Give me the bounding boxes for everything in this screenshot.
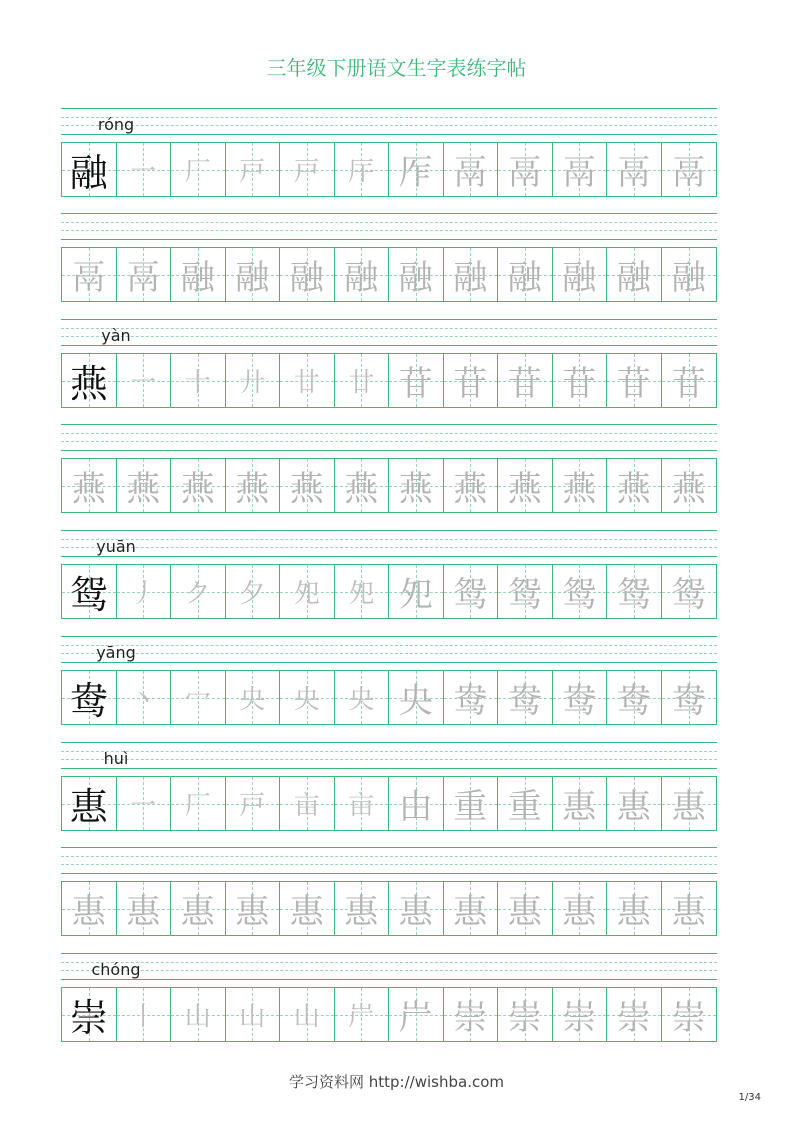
character-glyph: 重: [453, 787, 488, 827]
pinyin-guide-line: [61, 556, 717, 557]
trace-character: [62, 459, 117, 512]
character-glyph: 厏: [398, 153, 433, 193]
character-grid: [61, 776, 717, 831]
trace-character: [389, 988, 444, 1041]
trace-character: [553, 565, 608, 618]
trace-character: [444, 565, 499, 618]
trace-character: [498, 565, 553, 618]
character-glyph: 屵: [398, 998, 433, 1038]
trace-character: [335, 248, 390, 301]
pinyin-guide-line: [61, 979, 717, 980]
model-character: [62, 565, 117, 618]
character-glyph: 鬲: [671, 153, 706, 193]
character-glyph: 冖: [184, 685, 211, 715]
trace-character: [498, 777, 553, 830]
character-glyph: 央: [293, 685, 320, 715]
character-glyph: 惠: [126, 892, 161, 932]
character-grid: [61, 564, 717, 619]
trace-character: [389, 565, 444, 618]
trace-character: [444, 671, 499, 724]
character-glyph: 融: [289, 258, 324, 298]
model-character: [62, 143, 117, 196]
character-glyph: 廿: [293, 368, 320, 398]
model-character: [62, 354, 117, 407]
trace-character: [171, 459, 226, 512]
practice-row: [61, 424, 717, 529]
trace-character: [607, 143, 662, 196]
trace-character: [171, 143, 226, 196]
practice-row: [61, 953, 717, 1058]
character-grid: [61, 670, 717, 725]
trace-character: [389, 882, 444, 935]
trace-character: [389, 354, 444, 407]
trace-character: [607, 882, 662, 935]
character-glyph: 惠: [616, 787, 651, 827]
character-glyph: 鸳: [671, 575, 706, 615]
trace-character: [280, 777, 335, 830]
trace-character: [62, 248, 117, 301]
trace-character: [280, 565, 335, 618]
trace-character: [498, 882, 553, 935]
character-glyph: 崇: [507, 998, 542, 1038]
pinyin-guide-line: [61, 239, 717, 240]
trace-character: [444, 143, 499, 196]
character-glyph: 一: [130, 157, 157, 187]
footer-site: 学习资料网 http://wishba.com: [289, 1073, 504, 1091]
character-glyph: 崇: [453, 998, 488, 1038]
trace-character: [389, 777, 444, 830]
character-glyph: 惠: [398, 892, 433, 932]
character-glyph: 惠: [289, 892, 324, 932]
character-glyph: 燕: [126, 469, 161, 509]
character-glyph: 燕: [671, 469, 706, 509]
character-glyph: 惠: [453, 892, 488, 932]
character-glyph: 廾: [239, 368, 266, 398]
trace-character: [553, 777, 608, 830]
trace-character: [444, 882, 499, 935]
character-glyph: 戸: [293, 157, 320, 187]
pinyin-guide-line: [61, 230, 717, 231]
practice-row: [61, 108, 717, 213]
character-glyph: 鸳: [562, 575, 597, 615]
model-character: [62, 671, 117, 724]
character-glyph: 廿: [348, 368, 375, 398]
trace-character: [335, 671, 390, 724]
trace-character: [280, 248, 335, 301]
pinyin-guide-line: [61, 424, 717, 425]
trace-character: [607, 459, 662, 512]
character-glyph: 厂: [184, 157, 211, 187]
trace-character: [117, 143, 172, 196]
character-glyph: 央: [239, 685, 266, 715]
character-glyph: 丶: [130, 685, 157, 715]
character-glyph: 融: [453, 258, 488, 298]
trace-character: [607, 565, 662, 618]
trace-character: [607, 248, 662, 301]
trace-character: [117, 459, 172, 512]
character-glyph: 融: [671, 258, 706, 298]
trace-character: [335, 777, 390, 830]
trace-character: [444, 248, 499, 301]
trace-character: [389, 459, 444, 512]
character-glyph: 山: [293, 1002, 320, 1032]
trace-character: [117, 248, 172, 301]
pinyin-guide-line: [61, 530, 717, 531]
trace-character: [553, 143, 608, 196]
pinyin-label: chóng: [91, 960, 141, 979]
character-glyph: 燕: [69, 362, 108, 406]
character-glyph: 燕: [562, 469, 597, 509]
pinyin-label: huì: [103, 749, 129, 768]
trace-character: [553, 459, 608, 512]
pinyin-guide-line: [61, 319, 717, 320]
trace-character: [117, 671, 172, 724]
character-glyph: 由: [398, 787, 433, 827]
character-glyph: 丿: [130, 579, 157, 609]
character-glyph: 鸯: [453, 681, 488, 721]
pinyin-guide-line: [61, 345, 717, 346]
trace-character: [498, 143, 553, 196]
character-glyph: 燕: [180, 469, 215, 509]
pinyin-guide-line: [61, 433, 717, 434]
character-glyph: 鬲: [616, 153, 651, 193]
pinyin-guide-line: [61, 847, 717, 848]
character-glyph: 惠: [671, 787, 706, 827]
character-grid: [61, 458, 717, 513]
trace-character: [226, 354, 281, 407]
character-glyph: ク: [184, 579, 211, 609]
character-glyph: 鸳: [507, 575, 542, 615]
trace-character: [171, 671, 226, 724]
character-glyph: 燕: [71, 469, 106, 509]
character-grid: [61, 987, 717, 1042]
trace-character: [117, 565, 172, 618]
character-glyph: 鸯: [507, 681, 542, 721]
character-glyph: 一: [130, 368, 157, 398]
character-glyph: 夗: [293, 579, 320, 609]
character-glyph: 鸯: [69, 679, 108, 723]
pinyin-guide-line: [61, 953, 717, 954]
character-glyph: 融: [507, 258, 542, 298]
character-glyph: 苷: [507, 364, 542, 404]
character-glyph: 崇: [69, 996, 108, 1040]
trace-character: [389, 248, 444, 301]
character-glyph: 鸳: [616, 575, 651, 615]
pinyin-guide-line: [61, 768, 717, 769]
trace-character: [226, 248, 281, 301]
character-glyph: 惠: [344, 892, 379, 932]
character-glyph: 鬲: [562, 153, 597, 193]
trace-character: [607, 671, 662, 724]
practice-row: [61, 742, 717, 847]
trace-character: [117, 777, 172, 830]
trace-character: [280, 671, 335, 724]
pinyin-guide-line: [61, 222, 717, 223]
pinyin-guide-line: [61, 873, 717, 874]
character-glyph: 燕: [453, 469, 488, 509]
character-glyph: 惠: [71, 892, 106, 932]
trace-character: [171, 248, 226, 301]
trace-character: [389, 671, 444, 724]
character-glyph: 融: [69, 151, 108, 195]
pinyin-guide-line: [61, 856, 717, 857]
page-number: 1/34: [738, 1092, 761, 1103]
trace-character: [553, 354, 608, 407]
trace-character: [662, 459, 717, 512]
trace-character: [335, 988, 390, 1041]
trace-character: [280, 988, 335, 1041]
character-glyph: 惠: [562, 892, 597, 932]
model-character: [62, 988, 117, 1041]
trace-character: [662, 882, 717, 935]
trace-character: [444, 459, 499, 512]
character-glyph: 惠: [235, 892, 270, 932]
trace-character: [662, 248, 717, 301]
trace-character: [662, 143, 717, 196]
trace-character: [226, 882, 281, 935]
pinyin-label: yāng: [96, 643, 136, 662]
pinyin-guide-line: [61, 134, 717, 135]
trace-character: [62, 882, 117, 935]
character-glyph: 融: [235, 258, 270, 298]
character-glyph: 惠: [562, 787, 597, 827]
trace-character: [171, 777, 226, 830]
character-glyph: 鬲: [126, 258, 161, 298]
trace-character: [280, 882, 335, 935]
practice-row: [61, 847, 717, 952]
character-glyph: 燕: [344, 469, 379, 509]
trace-character: [280, 143, 335, 196]
trace-character: [117, 354, 172, 407]
character-glyph: 戸: [239, 791, 266, 821]
character-glyph: 惠: [616, 892, 651, 932]
trace-character: [553, 882, 608, 935]
character-glyph: 苷: [616, 364, 651, 404]
character-glyph: 崇: [562, 998, 597, 1038]
character-grid: [61, 247, 717, 302]
character-glyph: 亩: [348, 791, 375, 821]
trace-character: [171, 565, 226, 618]
practice-row: [61, 213, 717, 318]
character-glyph: 一: [130, 791, 157, 821]
pinyin-label: yuān: [96, 537, 136, 556]
trace-character: [226, 671, 281, 724]
character-glyph: 鬲: [453, 153, 488, 193]
character-glyph: 厈: [348, 157, 375, 187]
character-grid: [61, 881, 717, 936]
trace-character: [226, 143, 281, 196]
character-glyph: 央: [398, 681, 433, 721]
trace-character: [498, 354, 553, 407]
character-glyph: 融: [398, 258, 433, 298]
pinyin-label: róng: [97, 115, 135, 134]
character-glyph: 融: [616, 258, 651, 298]
character-glyph: 惠: [69, 785, 108, 829]
trace-character: [444, 988, 499, 1041]
trace-character: [662, 988, 717, 1041]
trace-character: [280, 459, 335, 512]
model-character: [62, 777, 117, 830]
pinyin-guide-line: [61, 864, 717, 865]
character-glyph: 鬲: [507, 153, 542, 193]
character-glyph: 央: [348, 685, 375, 715]
pinyin-guide-line: [61, 636, 717, 637]
character-glyph: 崇: [671, 998, 706, 1038]
trace-character: [444, 777, 499, 830]
pinyin-guide-line: [61, 213, 717, 214]
trace-character: [498, 248, 553, 301]
trace-character: [389, 143, 444, 196]
trace-character: [662, 565, 717, 618]
trace-character: [444, 354, 499, 407]
character-glyph: 重: [507, 787, 542, 827]
character-glyph: 燕: [398, 469, 433, 509]
pinyin-guide-line: [61, 108, 717, 109]
character-grid: [61, 353, 717, 408]
character-glyph: 夕: [239, 579, 266, 609]
trace-character: [226, 777, 281, 830]
trace-character: [226, 459, 281, 512]
character-glyph: 鬲: [71, 258, 106, 298]
character-glyph: 丨: [130, 1002, 157, 1032]
character-glyph: 厂: [184, 791, 211, 821]
pinyin-label: yàn: [101, 326, 131, 345]
trace-character: [553, 671, 608, 724]
trace-character: [498, 988, 553, 1041]
character-glyph: 惠: [507, 892, 542, 932]
character-glyph: 崇: [616, 998, 651, 1038]
character-glyph: 鸳: [69, 573, 108, 617]
character-glyph: 苷: [453, 364, 488, 404]
trace-character: [498, 671, 553, 724]
pinyin-guide-line: [61, 742, 717, 743]
character-glyph: 夗: [348, 579, 375, 609]
trace-character: [498, 459, 553, 512]
character-glyph: 苷: [398, 364, 433, 404]
trace-character: [117, 882, 172, 935]
trace-character: [335, 354, 390, 407]
trace-character: [226, 988, 281, 1041]
character-glyph: 燕: [235, 469, 270, 509]
character-grid: [61, 142, 717, 197]
character-glyph: 山: [239, 1002, 266, 1032]
character-glyph: 鸯: [562, 681, 597, 721]
character-glyph: 十: [184, 368, 211, 398]
character-glyph: 融: [344, 258, 379, 298]
trace-character: [553, 248, 608, 301]
character-glyph: 亩: [293, 791, 320, 821]
trace-character: [280, 354, 335, 407]
character-glyph: 山: [184, 1002, 211, 1032]
pinyin-guide-line: [61, 441, 717, 442]
practice-row: [61, 636, 717, 741]
page-title: 三年级下册语文生字表练字帖: [266, 56, 527, 80]
trace-character: [335, 565, 390, 618]
character-glyph: 惠: [180, 892, 215, 932]
trace-character: [117, 988, 172, 1041]
practice-row: [61, 530, 717, 635]
character-glyph: 燕: [289, 469, 324, 509]
character-glyph: 苷: [562, 364, 597, 404]
trace-character: [662, 671, 717, 724]
trace-character: [226, 565, 281, 618]
character-glyph: 燕: [507, 469, 542, 509]
trace-character: [662, 354, 717, 407]
trace-character: [607, 988, 662, 1041]
character-glyph: 融: [180, 258, 215, 298]
trace-character: [335, 143, 390, 196]
trace-character: [662, 777, 717, 830]
character-glyph: 苷: [671, 364, 706, 404]
character-glyph: 燕: [616, 469, 651, 509]
character-glyph: 惠: [671, 892, 706, 932]
character-glyph: 屵: [348, 1002, 375, 1032]
trace-character: [335, 459, 390, 512]
trace-character: [171, 882, 226, 935]
trace-character: [171, 354, 226, 407]
trace-character: [335, 882, 390, 935]
character-glyph: 鸳: [453, 575, 488, 615]
character-glyph: 鸯: [616, 681, 651, 721]
pinyin-guide-line: [61, 450, 717, 451]
practice-row: [61, 319, 717, 424]
character-glyph: 戸: [239, 157, 266, 187]
trace-character: [171, 988, 226, 1041]
character-glyph: 鸯: [671, 681, 706, 721]
pinyin-guide-line: [61, 662, 717, 663]
trace-character: [607, 777, 662, 830]
trace-character: [607, 354, 662, 407]
character-glyph: 夗: [398, 575, 433, 615]
trace-character: [553, 988, 608, 1041]
character-glyph: 融: [562, 258, 597, 298]
